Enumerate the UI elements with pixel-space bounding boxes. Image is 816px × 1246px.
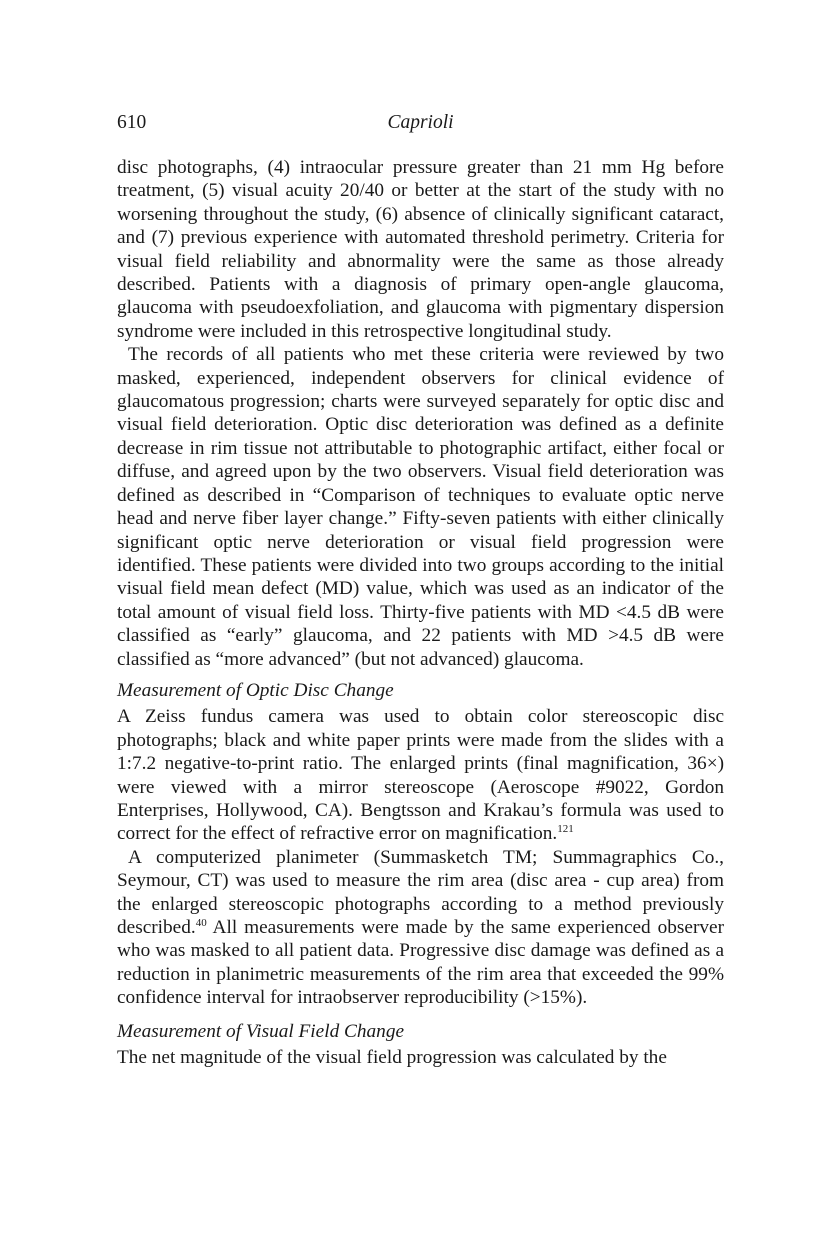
paragraph-patient-records: The records of all patients who met these criteria were reviewed by two masked, experienced, independent observers for clinical evidence of glaucomatous progression; charts were surveyed separately for optic disc and visual field deterioration. Optic disc deterioration was defined as a definite decrease in rim tissue not attributable to photographic artifact, either focal or diffuse, and agreed upon by the two observers. Visual field deterioration was defined as described in “Comparison of techniques to evaluate optic nerve head and nerve fiber layer change.” Fifty-seven patients with either clinically significant optic nerve deterioration or visual field progression were identified. These patients were divided into two groups according to the initial visual field mean defect (MD) value, which was used as an indicator of the total amount of visual field loss. Thirty-five patients with MD <4.5 dB were classified as “early” glaucoma, and 22 patients with MD >4.5 dB were classified as “more advanced” (but not advanced) glaucoma. <box>117 344 724 670</box>
paragraph-net-magnitude: The net magnitude of the visual field progression was calculated by the <box>117 1047 667 1069</box>
section-heading-visual-field: Measurement of Visual Field Change <box>117 1020 405 1042</box>
running-head <box>117 108 724 138</box>
paragraph-planimeter-text-a: A computerized planimeter (Summasketch TM; Summagraphics Co., Seymour, CT) was used to measure the rim area (disc area - cup area) from the enlarged stereoscopic photographs according to a method previously described. <box>117 846 724 938</box>
running-title: Caprioli <box>387 112 454 133</box>
paragraph-planimeter-text-b: All measurements were made by the same experienced observer who was masked to all patient data. Progressive disc damage was defined as a reduction in planimetric measurements of the rim area that exceeded the 99% confidence interval for intraobserver reproducibility (>15%). <box>117 917 724 1009</box>
section-heading-optic-disc: Measurement of Optic Disc Change <box>117 679 394 701</box>
citation-ref-40: 40 <box>195 917 207 929</box>
page-number: 610 <box>117 112 147 133</box>
paragraph-fundus-camera-text: A Zeiss fundus camera was used to obtain color stereoscopic disc photographs; black and white paper prints were made from the slides with a 1:7.2 negative-to-print ratio. The enlarged prints (final magnification, 36×) were viewed with a mirror stereoscope (Aeroscope #9022, Gordon Enterprises, Hollywood, CA). Bengtsson and Krakau’s formula was used to correct for the effect of refractive error on magnification. <box>117 706 724 845</box>
citation-ref-121: 121 <box>557 823 574 836</box>
paragraph-fundus-camera <box>117 705 724 845</box>
page <box>117 108 724 1069</box>
paragraph-inclusion-criteria: disc photographs, (4) intraocular pressure greater than 21 mm Hg before treatment, (5) visual acuity 20/40 or better at the start of the study with no worsening throughout the study, (6) absence of clinically significant cataract, and (7) previous experience with automated threshold perimetry. Criteria for visual field reliability and abnormality were the same as those already described. Patients with a diagnosis of primary open-angle glaucoma, glaucoma with pseudoexfoliation, and glaucoma with pigmentary dispersion syndrome were included in this retrospective longitudinal study. <box>117 157 724 342</box>
paragraph-planimeter <box>117 846 724 1010</box>
